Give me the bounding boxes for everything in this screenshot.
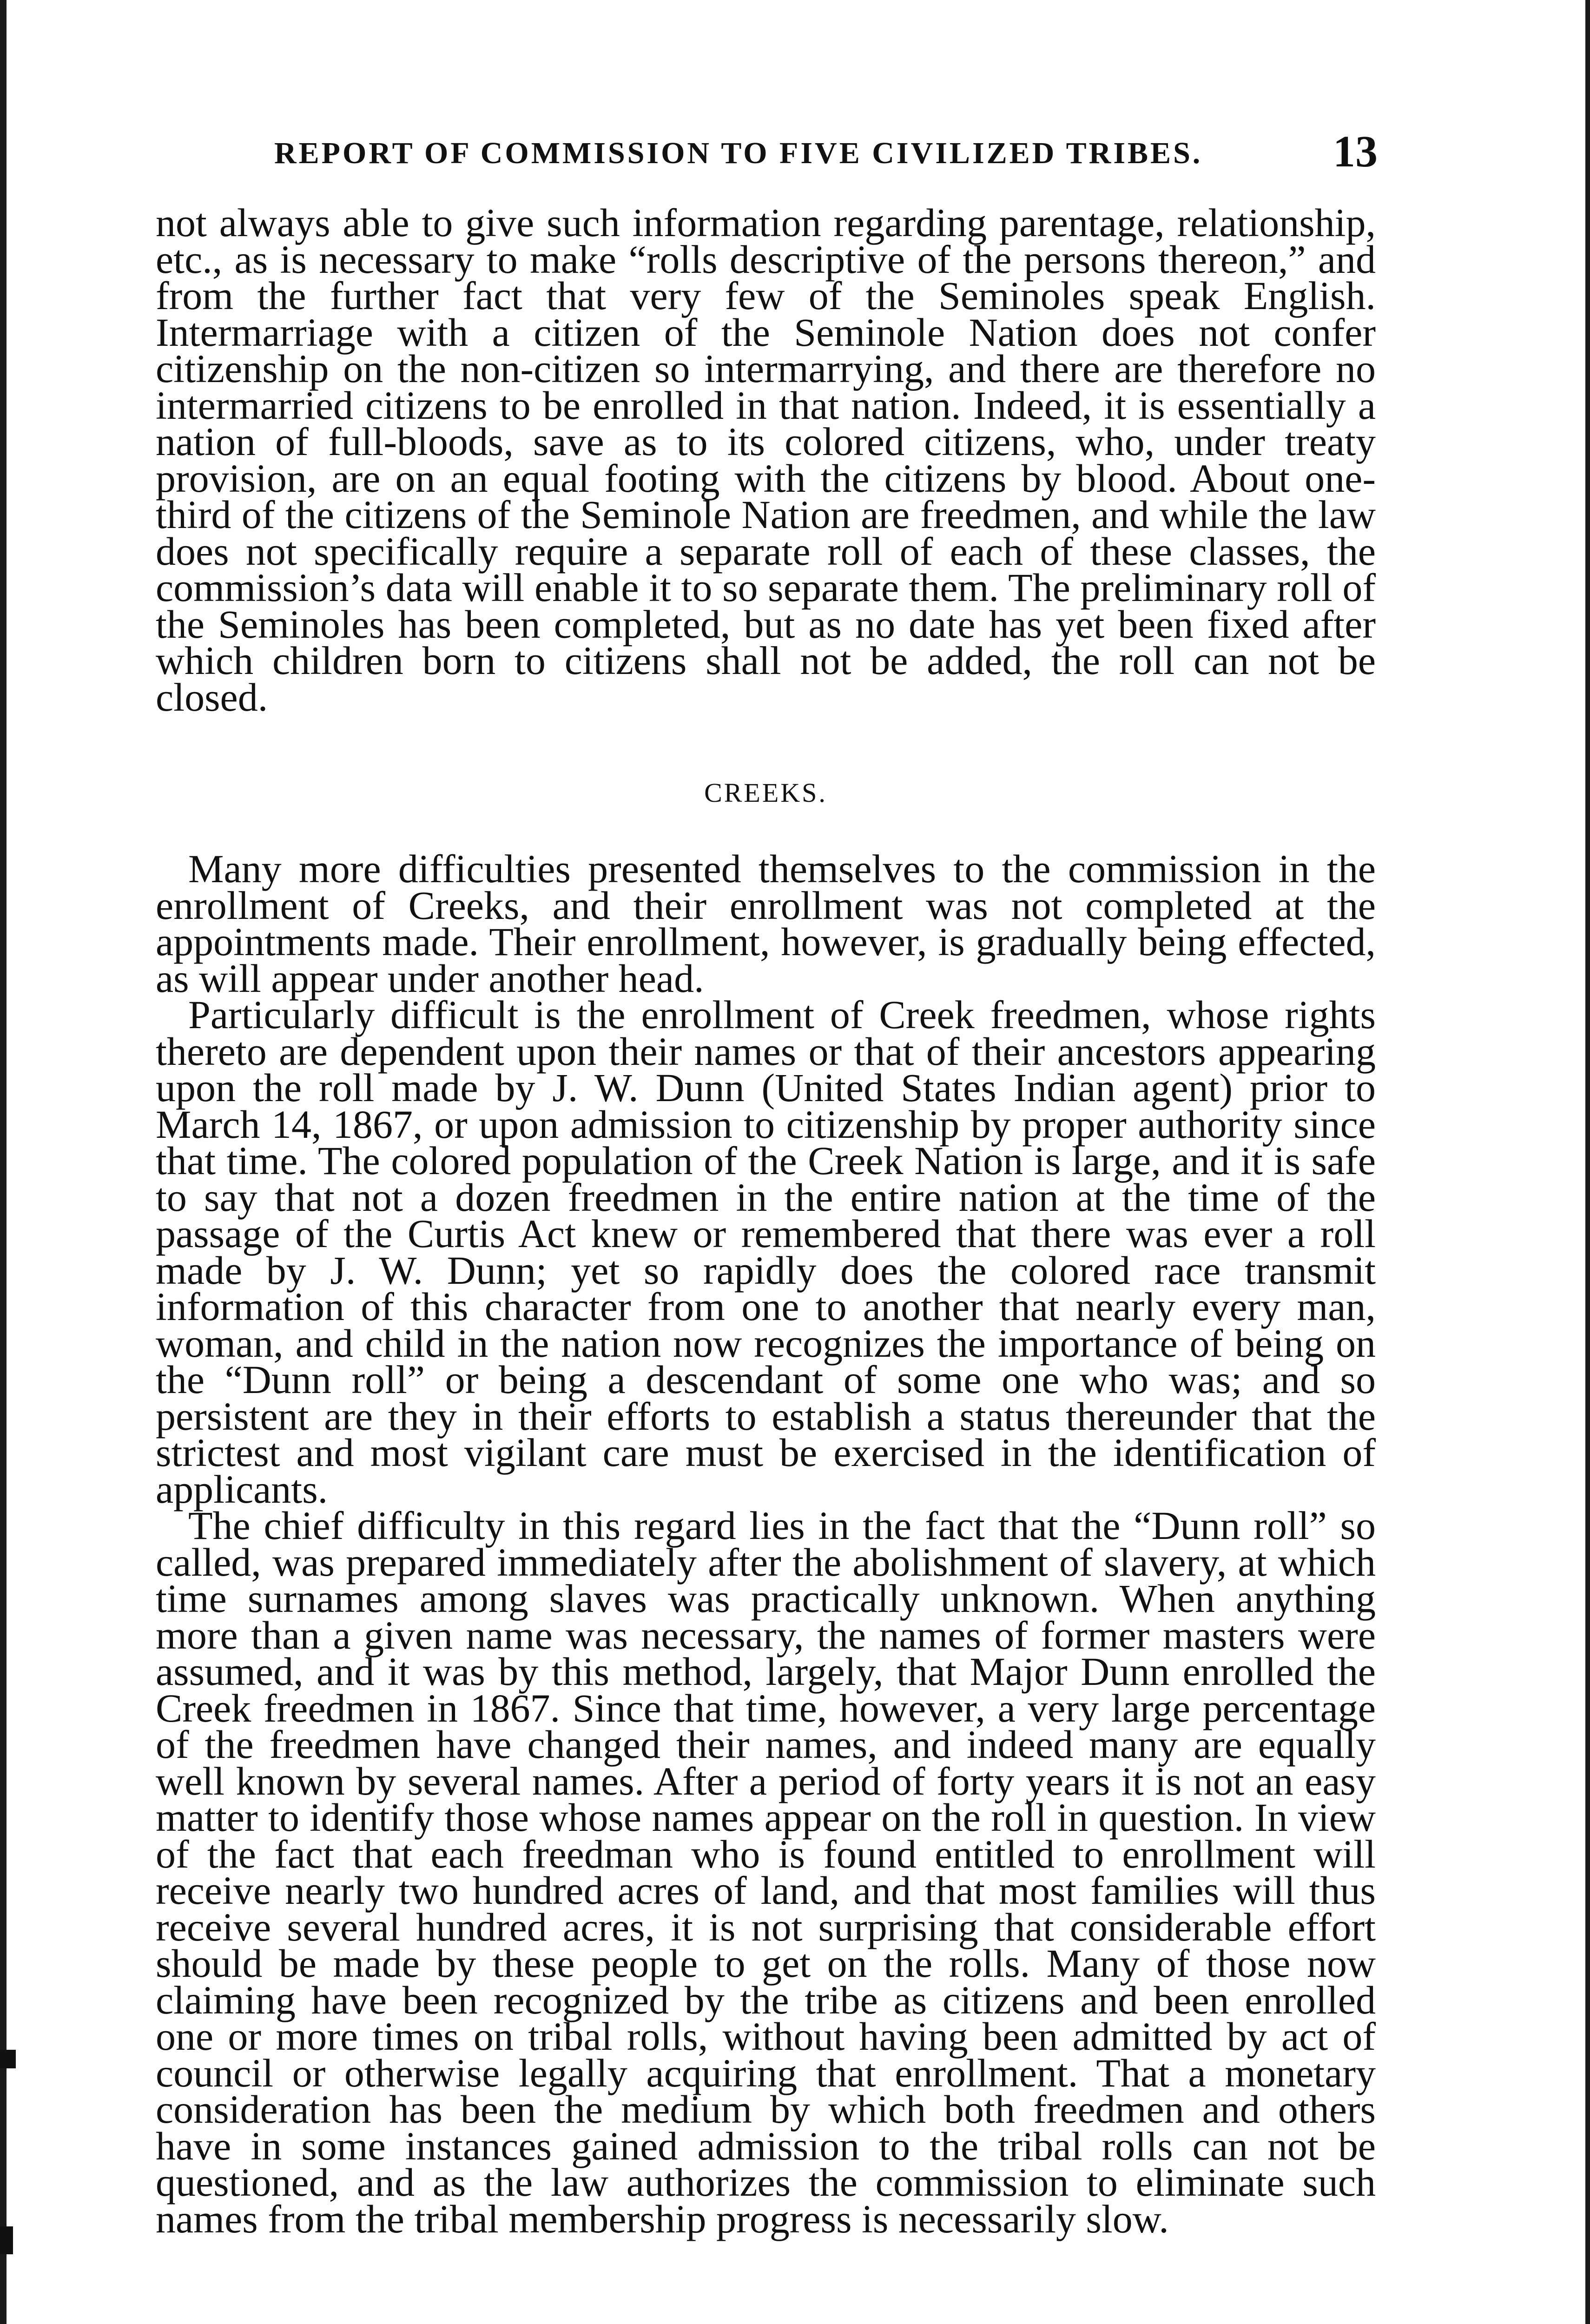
page-number: 13 bbox=[1333, 126, 1378, 176]
creeks-section-body bbox=[156, 846, 1376, 2241]
scan-edge-mark bbox=[0, 2050, 16, 2068]
seminoles-paragraph: not always able to give such information regarding parentage, relationship, etc., as is necessary to make “rolls descriptive of the persons thereon,” and from the further fact that very few of the Seminoles speak English. Intermarriage with a citizen of the Seminole Nation does not confer citizenship on the non-citizen so intermarrying, and there are therefore no intermarried citizens to be enrolled in that nation. Indeed, it is essentially a nation of full-bloods, save as to its colored citizens, who, under treaty provision, are on an equal footing with the citizens by blood. About one-third of the citizens of the Seminole Nation are freedmen, and while the law does not specifically require a separate roll of each of these classes, the commission’s data will enable it to so separate them. The preliminary roll of the Seminoles has been completed, but as no date has yet been fixed after which children born to citizens shall not be added, the roll can not be closed. bbox=[156, 200, 1376, 720]
scan-edge-mark bbox=[0, 2226, 13, 2254]
running-title: REPORT OF COMMISSION TO FIVE CIVILIZED TRIBES. bbox=[274, 136, 1203, 170]
creeks-paragraph-2: Particularly difficult is the enrollment of Creek freedmen, whose rights thereto are dependent upon their names or that of their ancestors appearing upon the roll made by J. W. Dunn (United States Indian agent) prior to March 14, 1867, or upon admission to citizenship by proper authority since that time. The colored population of the Creek Nation is large, and it is safe to say that not a dozen freedmen in the entire nation at the time of the passage of the Curtis Act knew or remembered that there was ever a roll made by J. W. Dunn; yet so rapidly does the colored race transmit information of this character from one to another that nearly every man, woman, and child in the nation now recognizes the importance of being on the “Dunn roll” or being a descendant of some one who was; and so persistent are they in their efforts to establish a status thereunder that the strictest and most vigilant care must be exercised in the identification of applicants. bbox=[156, 992, 1376, 1512]
creeks-paragraph-1: Many more difficulties presented themselves to the commission in the enrollment of Creeks, and their enrollment was not completed at the appointments made. Their enrollment, however, is gradually being effected, as will appear under another head. bbox=[156, 846, 1376, 1001]
creeks-paragraph-3: The chief difficulty in this regard lies in the fact that the “Dunn roll” so called, was prepared immediately after the abolishment of slavery, at which time surnames among slaves was practically unknown. When anything more than a given name was necessary, the names of former masters were assumed, and it was by this method, largely, that Major Dunn enrolled the Creek freedmen in 1867. Since that time, however, a very large percentage of the freedmen have changed their names, and indeed many are equally well known by several names. After a period of forty years it is not an easy matter to identify those whose names appear on the roll in question. In view of the fact that each freedman who is found entitled to enrollment will receive nearly two hundred acres of land, and that most families will thus receive several hundred acres, it is not surprising that considerable effort should be made by these people to get on the rolls. Many of those now claiming have been recognized by the tribe as citizens and been enrolled one or more times on tribal rolls, without having been admitted by act of council or otherwise legally acquiring that enrollment. That a monetary consideration has been the medium by which both freedmen and others have in some instances gained admission to the tribal rolls can not be questioned, and as the law authorizes the commission to eliminate such names from the tribal membership progress is necessarily slow. bbox=[156, 1503, 1376, 2241]
scan-left-edge bbox=[0, 0, 7, 2324]
section-heading-creeks: CREEKS. bbox=[704, 778, 827, 808]
scan-right-edge bbox=[1585, 0, 1590, 2324]
seminoles-continuation-block bbox=[156, 200, 1376, 720]
